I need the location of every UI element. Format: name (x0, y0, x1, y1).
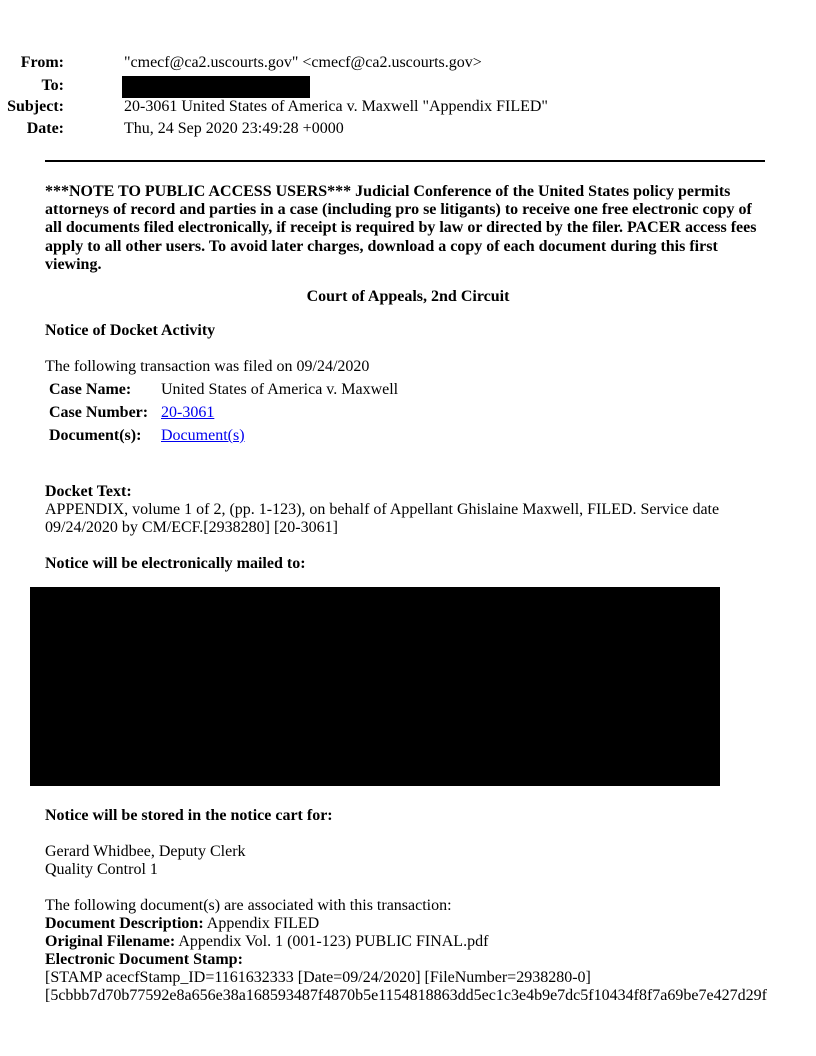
recipients-redaction (30, 587, 720, 786)
subject-row (0, 97, 760, 117)
document-description-row (45, 915, 319, 933)
original-filename-label: Original Filename: (45, 933, 176, 950)
date-label: Date: (26, 120, 64, 137)
case-number-label: Case Number: (49, 404, 149, 421)
documents-row (49, 426, 245, 446)
to-redaction (122, 76, 310, 98)
subject-value: 20-3061 United States of America v. Maxwell "Appendix FILED" (124, 98, 548, 115)
mailed-to-heading: Notice will be electronically mailed to: (45, 555, 306, 572)
associated-line: The following document(s) are associated with this transaction: (45, 897, 452, 914)
to-label: To: (41, 77, 64, 94)
court-name: Court of Appeals, 2nd Circuit (306, 288, 510, 305)
date-row (0, 119, 760, 139)
cart-recipient-2: Quality Control 1 (45, 861, 158, 878)
document-stamp-line-2: [5cbbb7d70b77592e8a656e38a168593487f4870b5e1154818863dd5ec1c3e4b9e7dc5f10434f8f7a69be7e427d29f (45, 987, 767, 1004)
document-description-label: Document Description: (45, 915, 204, 932)
from-label: From: (20, 54, 64, 71)
case-number-link[interactable]: 20-3061 (161, 404, 215, 421)
documents-label: Document(s): (49, 427, 142, 444)
case-name-row (49, 380, 398, 400)
transaction-line: The following transaction was filed on 09/24/2020 (45, 358, 370, 375)
original-filename-row (45, 933, 488, 951)
case-number-row (49, 403, 214, 423)
document-description-value: Appendix FILED (206, 915, 320, 932)
public-access-notice: ***NOTE TO PUBLIC ACCESS USERS*** Judicial Conference of the United States policy permits attorneys of record and parties in a case (including pro se litigants) to receive one free electronic copy of all documents filed electronically, if receipt is required by law or directed by the filer. PACER access fees apply to all other users. To avoid later charges, download a copy of each document during this first viewing. (45, 183, 757, 273)
from-value: "cmecf@ca2.uscourts.gov" <cmecf@ca2.uscourts.gov> (124, 54, 482, 71)
cart-heading: Notice will be stored in the notice cart for: (45, 807, 333, 824)
date-value: Thu, 24 Sep 2020 23:49:28 +0000 (124, 120, 344, 137)
to-row (0, 76, 760, 96)
cart-recipient-1: Gerard Whidbee, Deputy Clerk (45, 843, 246, 860)
docket-text: APPENDIX, volume 1 of 2, (pp. 1-123), on behalf of Appellant Ghislaine Maxwell, FILED. Service date 09/24/2020 by CM/ECF.[2938280] [20-3061] (45, 501, 720, 536)
case-name-label: Case Name: (49, 381, 132, 398)
subject-label: Subject: (7, 98, 64, 115)
case-name-value: United States of America v. Maxwell (161, 381, 399, 398)
notice-title: Notice of Docket Activity (45, 322, 216, 339)
header-divider (45, 160, 765, 162)
document-stamp-label: Electronic Document Stamp: (45, 951, 243, 968)
documents-link[interactable]: Document(s) (161, 427, 245, 444)
original-filename-value: Appendix Vol. 1 (001-123) PUBLIC FINAL.pdf (178, 933, 489, 950)
document-stamp-line-1: [STAMP acecfStamp_ID=1161632333 [Date=09/24/2020] [FileNumber=2938280-0] (45, 969, 591, 986)
from-row (0, 53, 760, 73)
docket-text-label: Docket Text: (45, 483, 132, 500)
